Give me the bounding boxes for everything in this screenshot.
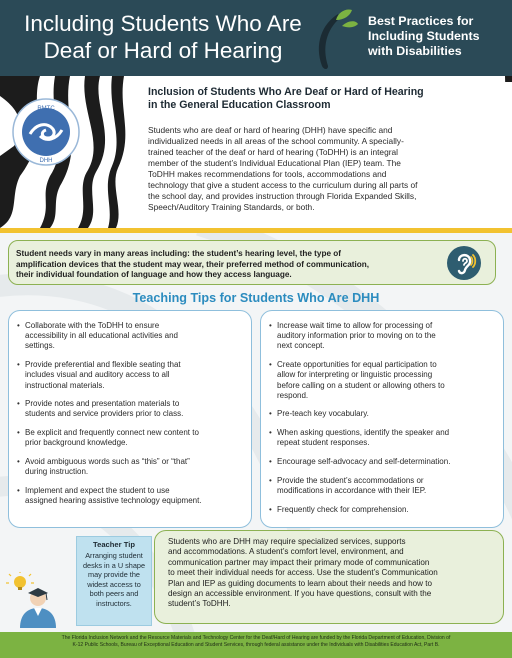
closing-line: student’s ToDHH.	[168, 599, 231, 609]
tip-line: assigned hearing assistive technology equipment.	[25, 496, 202, 506]
bullet: •	[269, 504, 272, 514]
closing-line: Students who are DHH may require specialized services, supports	[168, 537, 406, 546]
tip-line: Collaborate with the ToDHH to ensure	[25, 321, 160, 330]
intro-line: Students who are deaf or hard of hearing (DHH) have specific and	[148, 125, 393, 135]
intro-heading-line: in the General Education Classroom	[148, 99, 331, 111]
bullet: •	[269, 409, 272, 419]
tip-line: modifications in accordance with their IEP.	[277, 485, 427, 495]
intro-line: the school day, and provides instruction through Florida Expanded Skills,	[148, 191, 417, 201]
tip-line: allow for interpreting or linguistic processing	[277, 370, 433, 380]
list-item	[17, 321, 245, 352]
callout-line: their individual foundation of language and how they access language.	[16, 270, 292, 280]
tip-line: Provide notes and presentation materials to	[25, 399, 180, 409]
teacher-idea-icon	[6, 572, 64, 628]
callout-line: Student needs vary in many areas including: the student’s hearing level, the type of	[16, 249, 341, 258]
intro-paragraph	[148, 125, 504, 213]
series-line: Including Students	[368, 29, 480, 43]
tip-line: Increase wait time to allow for processing of	[277, 321, 433, 330]
list-item	[17, 360, 245, 391]
footer-line: The Florida Inclusion Network and the Resource Materials and Technology Center for the Deaf/Hard of Hearing are funded by the Florida Department of Education, Division of	[61, 635, 451, 641]
teacher-tip-line: widest access to	[87, 579, 141, 589]
list-item	[269, 409, 497, 419]
tip-line: next concept.	[277, 341, 325, 351]
intro-line: Speech/Auditory Training Standards, or both.	[148, 202, 315, 212]
series-line: Best Practices for	[368, 14, 474, 28]
closing-line: communication partner may impact their primary mode of communication	[168, 557, 430, 567]
tip-line: Frequently check for comprehension.	[277, 504, 409, 514]
bullet: •	[17, 428, 20, 438]
tip-line: Implement and expect the student to use	[25, 485, 170, 495]
bullet: •	[17, 457, 20, 467]
intro-line: trained teacher of the deaf or hard of hearing (ToDHH) is an integral	[148, 147, 398, 157]
closing-paragraph	[168, 537, 498, 610]
tip-line: Avoid ambiguous words such as “this” or “that”	[25, 457, 190, 467]
list-item	[269, 505, 497, 515]
tip-line: Create opportunities for equal participation to	[277, 360, 437, 370]
rmtc-dhh-logo-icon	[12, 98, 80, 166]
intro-line: individualized needs in all areas of the school community. A specially-	[148, 136, 404, 146]
list-item	[17, 486, 245, 506]
page-title	[18, 10, 308, 64]
callout-line: amplification devices that the student may wear, their preferred method of communication,	[16, 259, 370, 269]
leaf-swoosh-icon	[308, 6, 360, 72]
closing-line: and accommodations. A student’s comfort level, environment, and	[168, 547, 404, 557]
intro-heading-line: Inclusion of Students Who Are Deaf or Hard of Hearing	[148, 86, 424, 98]
tip-line: Pre-teach key vocabulary.	[277, 409, 369, 419]
tip-line: auditory information prior to moving on to the	[277, 331, 436, 341]
tips-left-list	[17, 321, 245, 515]
teacher-tip-line: instructors.	[96, 598, 132, 608]
tips-left-panel	[8, 310, 252, 528]
ear-hearing-icon	[447, 246, 481, 280]
tips-heading: Teaching Tips for Students Who Are DHH	[132, 291, 380, 305]
list-item	[269, 476, 497, 496]
bullet: •	[269, 457, 272, 467]
teacher-tip-line: may provide the	[88, 570, 140, 580]
tip-line: before calling on a student or allowing others to	[277, 380, 445, 390]
series-title	[368, 14, 508, 59]
tip-line: respond.	[277, 390, 309, 400]
tip-line: Provide the student’s accommodations or	[277, 475, 424, 485]
list-item	[269, 457, 497, 467]
list-item	[269, 428, 497, 448]
teacher-tip-line: desks in a U shape	[82, 560, 146, 570]
closing-line: to meet their individual needs for access. Use the student’s Communication	[168, 568, 438, 578]
tip-line: Be explicit and frequently connect new content to	[25, 428, 199, 438]
tips-right-list	[269, 321, 497, 523]
tip-line: repeat student responses.	[277, 438, 370, 448]
tip-line: instructional materials.	[25, 380, 105, 390]
header-banner	[0, 0, 512, 76]
callout-text	[16, 249, 436, 281]
bullet: •	[269, 321, 272, 330]
tip-line: during instruction.	[25, 467, 89, 477]
teacher-tip-title: Teacher Tip	[93, 540, 135, 549]
bullet: •	[17, 360, 20, 370]
list-item	[269, 360, 497, 401]
bullet: •	[17, 485, 20, 495]
tip-line: accessibility in all educational activities and	[25, 331, 178, 341]
closing-line: Plan and IEP as guiding documents to learn about their needs and how to	[168, 578, 432, 588]
logo-top-text: RMTC	[37, 106, 55, 112]
tips-right-panel	[260, 310, 504, 528]
teacher-tip-text	[76, 551, 152, 609]
bullet: •	[17, 399, 20, 409]
bullet: •	[269, 360, 272, 370]
intro-line: ToDHH makes recommendations for tools, accommodations and	[148, 169, 387, 179]
tip-line: When asking questions, identify the speaker and	[277, 428, 450, 438]
tip-line: students and service providers prior to class.	[25, 409, 184, 419]
tip-line: Encourage self-advocacy and self-determination.	[277, 457, 451, 467]
teacher-tip-line: Arranging student	[85, 551, 143, 560]
intro-line: member of the student’s Individual Educational Plan (IEP) team. The	[148, 158, 401, 168]
title-line: Including Students Who Are	[24, 11, 302, 36]
list-item	[269, 321, 497, 352]
bullet: •	[17, 321, 20, 330]
title-line: Deaf or Hard of Hearing	[43, 38, 283, 63]
teacher-tip-line: both peers and	[89, 589, 139, 599]
list-item	[17, 399, 245, 419]
list-item	[17, 428, 245, 448]
funding-note	[4, 635, 508, 649]
intro-heading	[148, 86, 498, 112]
footer-line: K-12 Public Schools, Bureau of Exceptional Education and Student Services, through federal assistance under the Individuals with Disabilities Education Act, Part B.	[72, 642, 440, 649]
tip-line: Provide preferential and flexible seating that	[25, 360, 181, 370]
bullet: •	[269, 428, 272, 438]
series-line: with Disabilities	[368, 44, 462, 58]
tip-line: prior background knowledge.	[25, 438, 128, 448]
tip-line: includes visual and auditory access to all	[25, 370, 170, 380]
tip-line: settings.	[25, 341, 55, 351]
closing-line: design an accessible environment. If you have questions, consult with the	[168, 589, 432, 599]
bullet: •	[269, 475, 272, 485]
intro-line: technology that give a student access to the curriculum during all parts of	[148, 180, 418, 190]
list-item	[17, 457, 245, 477]
logo-bottom-text: DHH	[39, 158, 53, 164]
